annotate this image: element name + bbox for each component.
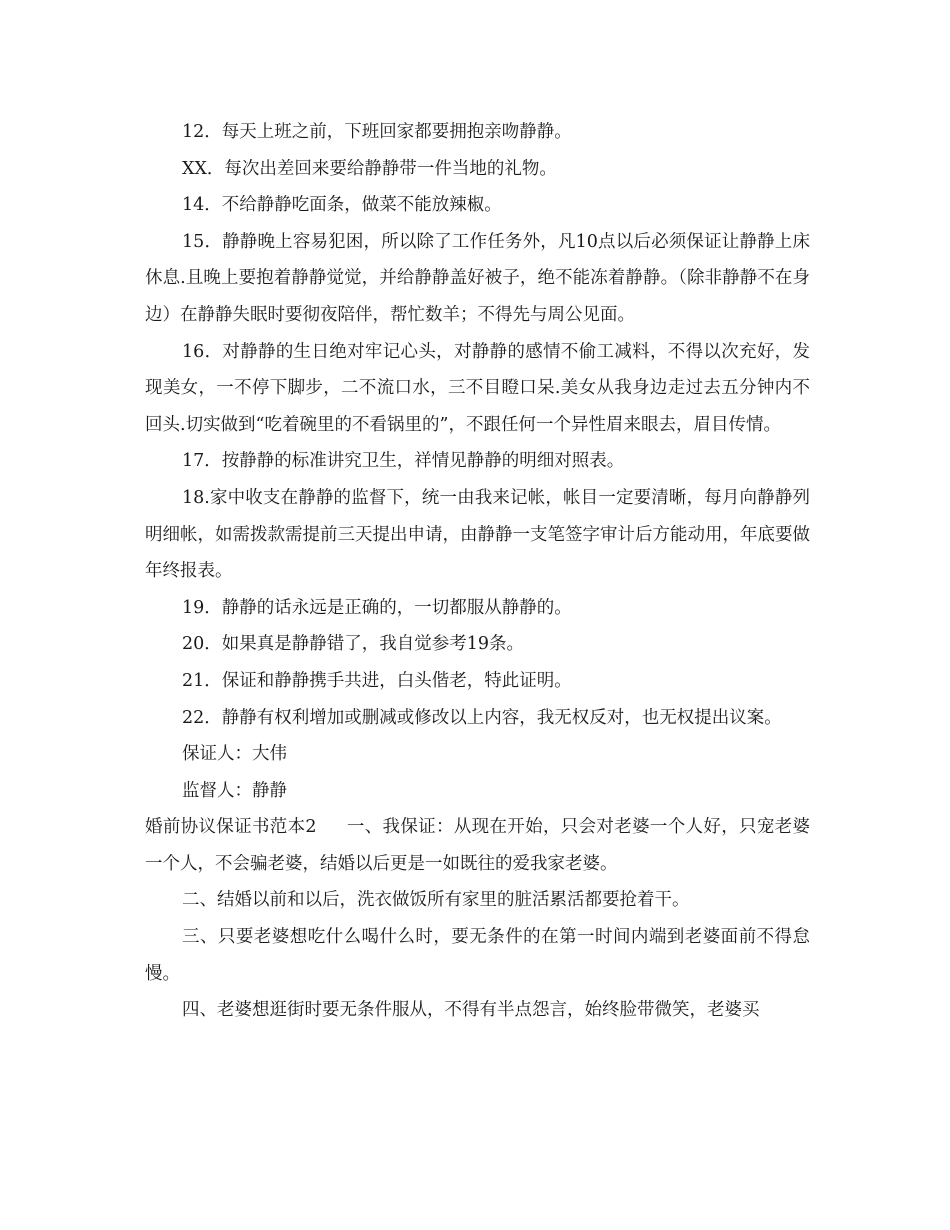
supervisor-line: 监督人：静静 bbox=[182, 780, 287, 801]
clause-18: 18.家中收支在静静的监督下，统一由我来记帐，帐目一定要清晰，每月向静静列明细帐，如需拨款需提前三天提出申请，由静静一支笔签字审计后方能动用，年底要做年终报表。 bbox=[145, 487, 810, 582]
clause-12: 12．每天上班之前，下班回家都要拥抱亲吻静静。 bbox=[182, 122, 572, 142]
sample2-intro bbox=[145, 809, 810, 882]
sample2-clause-2: 二、结婚以前和以后，洗衣做饭所有家里的脏活累活都要抢着干。 bbox=[182, 890, 690, 911]
clause-16: 16．对静静的生日绝对牢记心头，对静静的感情不偷工减料，不得以次充好，发现美女，一不停下脚步，二不流口水，三不目瞪口呆.美女从我身边走过去五分钟内不回头.切实做到“吃着碗里的不看锅里的”，不跟任何一个异性眉来眼去，眉目传情。 bbox=[145, 341, 810, 435]
clause-14: 14．不给静静吃面条，做菜不能放辣椒。 bbox=[182, 195, 502, 216]
clause-13: XX．每次出差回来要给静静带一件当地的礼物。 bbox=[182, 158, 557, 179]
sample2-title: 婚前协议保证书范本2 bbox=[145, 817, 317, 838]
clause-21: 21．保证和静静携手共进，白头偕老，特此证明。 bbox=[182, 670, 572, 691]
sample2-clause-3: 三、只要老婆想吃什么喝什么时，要无条件的在第一时间内端到老婆面前不得怠慢。 bbox=[145, 927, 810, 984]
clause-17: 17．按静静的标准讲究卫生，祥情见静静的明细对照表。 bbox=[182, 451, 625, 472]
clause-22: 22．静静有权利增加或删减或修改以上内容，我无权反对，也无权提出议案。 bbox=[182, 707, 782, 728]
sample2-clause-4: 四、老婆想逛街时要无条件服从，不得有半点怨言，始终脸带微笑，老婆买 bbox=[182, 1000, 760, 1021]
sample2-clause-1: 一、我保证：从现在开始，只会对老婆一个人好，只宠老婆一个人，不会骗老婆，结婚以后更是一如既往的爱我家老婆。 bbox=[145, 817, 810, 874]
document-body bbox=[145, 114, 810, 1029]
guarantor-line: 保证人：大伟 bbox=[182, 744, 287, 765]
clause-15: 15．静静晚上容易犯困，所以除了工作任务外，凡10点以后必须保证让静静上床休息.且晚上要抱着静静觉觉，并给静静盖好被子，绝不能冻着静静。（除非静静不在身边）在静静失眠时要彻夜陪伴，帮忙数羊；不得先与周公见面。 bbox=[145, 231, 810, 325]
clause-20: 20．如果真是静静错了，我自觉参考19条。 bbox=[182, 634, 525, 655]
clause-19: 19．静静的话永远是正确的，一切都服从静静的。 bbox=[182, 597, 572, 618]
